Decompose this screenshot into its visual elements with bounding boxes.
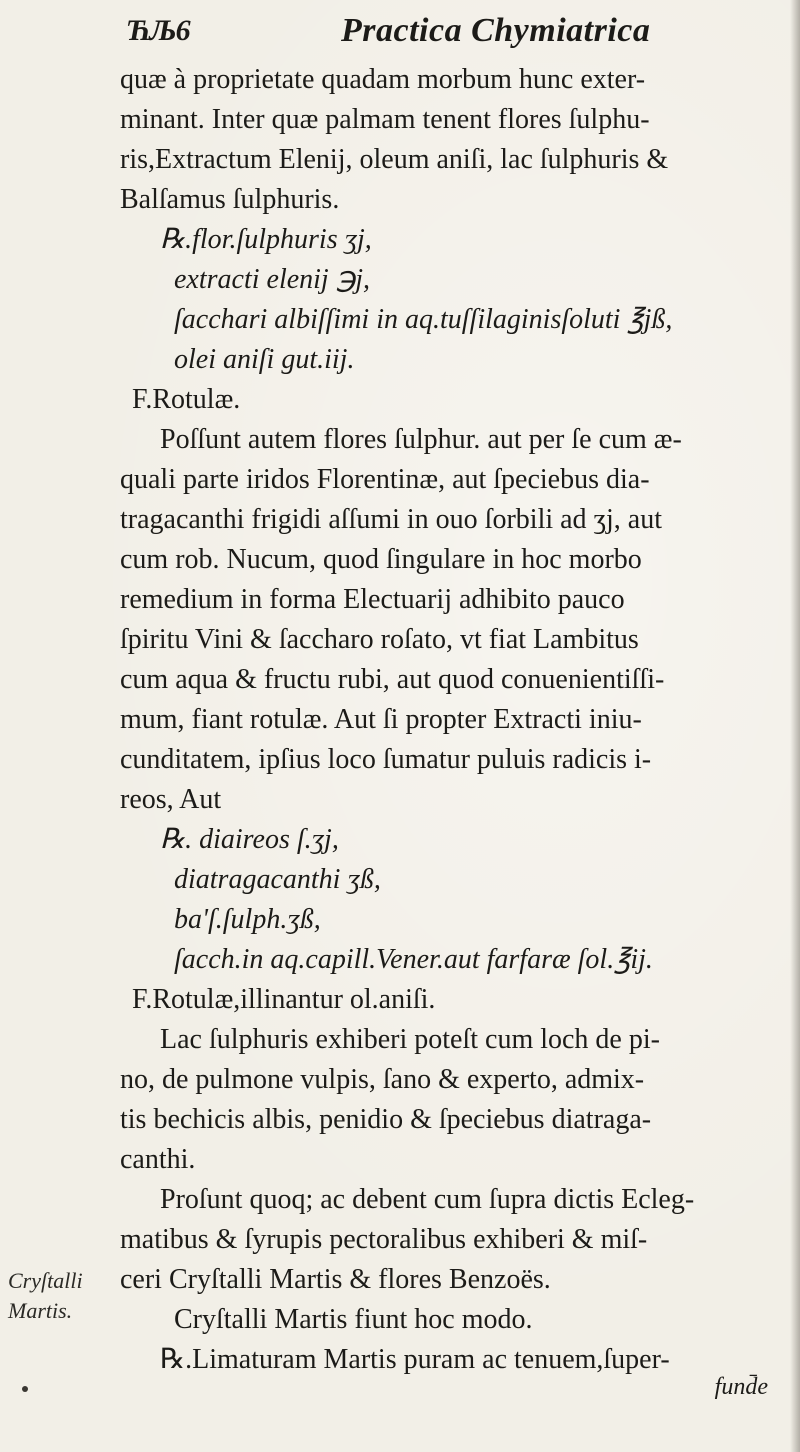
text-line: no, de pulmone vulpis, ſano & experto, admix-	[120, 1064, 645, 1095]
recipe-line: ſacch.in aq.capill.Vener.aut farfaræ ſol.℥ij.	[174, 944, 653, 975]
recipe-line: ℞. diaireos ſ.ʒj,	[160, 824, 339, 855]
text-line: remedium in forma Electuarij adhibito pauco	[120, 584, 625, 615]
text-line: tis bechicis albis, penidio & ſpeciebus diatraga-	[120, 1104, 652, 1135]
text-line: Proſunt quoq; ac debent cum ſupra dictis Ecleg-	[160, 1184, 695, 1215]
margin-note-line: Martis.	[8, 1298, 73, 1323]
ink-spot	[22, 1386, 28, 1392]
catchword: fund̄e	[714, 1374, 768, 1400]
page-header	[126, 12, 686, 60]
text-line: Balſamus ſulphuris.	[120, 184, 340, 215]
running-title: Practica Chymiatrica	[341, 12, 651, 49]
text-line: mum, fiant rotulæ. Aut ſi propter Extracti iniu-	[120, 704, 642, 735]
text-line: cum aqua & fructu rubi, aut quod conuenientiſſi-	[120, 664, 665, 695]
text-line: cum rob. Nucum, quod ſingulare in hoc morbo	[120, 544, 642, 575]
text-line: reos, Aut	[120, 784, 222, 815]
text-line: Lac ſulphuris exhiberi poteſt cum loch de pi-	[160, 1024, 660, 1055]
body-text	[120, 60, 760, 1380]
page-edge-shadow	[790, 0, 800, 1452]
text-line: canthi.	[120, 1144, 196, 1175]
text-line: ceri Cryſtalli Martis & flores Benzoës.	[120, 1264, 551, 1295]
text-line: Cryſtalli Martis fiunt hoc modo.	[174, 1304, 533, 1335]
recipe-line: extracti elenij ℈j,	[174, 264, 371, 295]
text-line: quæ à proprietate quadam morbum hunc exter-	[120, 64, 646, 95]
text-line: matibus & ſyrupis pectoralibus exhiberi & miſ-	[120, 1224, 648, 1255]
recipe-line: ſacchari albiſſimi in aq.tuſſilaginisſoluti ℥jß,	[174, 304, 673, 335]
text-line: ſpiritu Vini & ſaccharo roſato, vt fiat Lambitus	[120, 624, 639, 655]
margin-note-line: Cryſtalli	[8, 1268, 83, 1293]
recipe-line: olei aniſi gut.iij.	[174, 344, 355, 375]
text-line: cunditatem, ipſius loco ſumatur puluis radicis i-	[120, 744, 652, 775]
text-line: minant. Inter quæ palmam tenent flores ſulphu-	[120, 104, 650, 135]
recipe-line: ba'ſ.ſulph.ʒß,	[174, 904, 321, 935]
text-line: F.Rotulæ,illinantur ol.aniſi.	[132, 984, 436, 1015]
text-line: quali parte iridos Florentinæ, aut ſpeciebus dia-	[120, 464, 650, 495]
margin-note	[8, 1266, 88, 1326]
page-number: ЋЉ6	[126, 14, 190, 47]
text-line: Poſſunt autem flores ſulphur. aut per ſe cum æ-	[160, 424, 682, 455]
text-line: ℞.Limaturam Martis puram ac tenuem,ſuper-	[160, 1344, 670, 1375]
text-line: tragacanthi frigidi aſſumi in ouo ſorbili ad ʒj, aut	[120, 504, 662, 535]
recipe-line: diatragacanthi ʒß,	[174, 864, 381, 895]
text-line: F.Rotulæ.	[132, 384, 241, 415]
text-line: ris,Extractum Elenij, oleum aniſi, lac ſulphuris &	[120, 144, 669, 175]
recipe-line: ℞.flor.ſulphuris ʒj,	[160, 224, 372, 255]
